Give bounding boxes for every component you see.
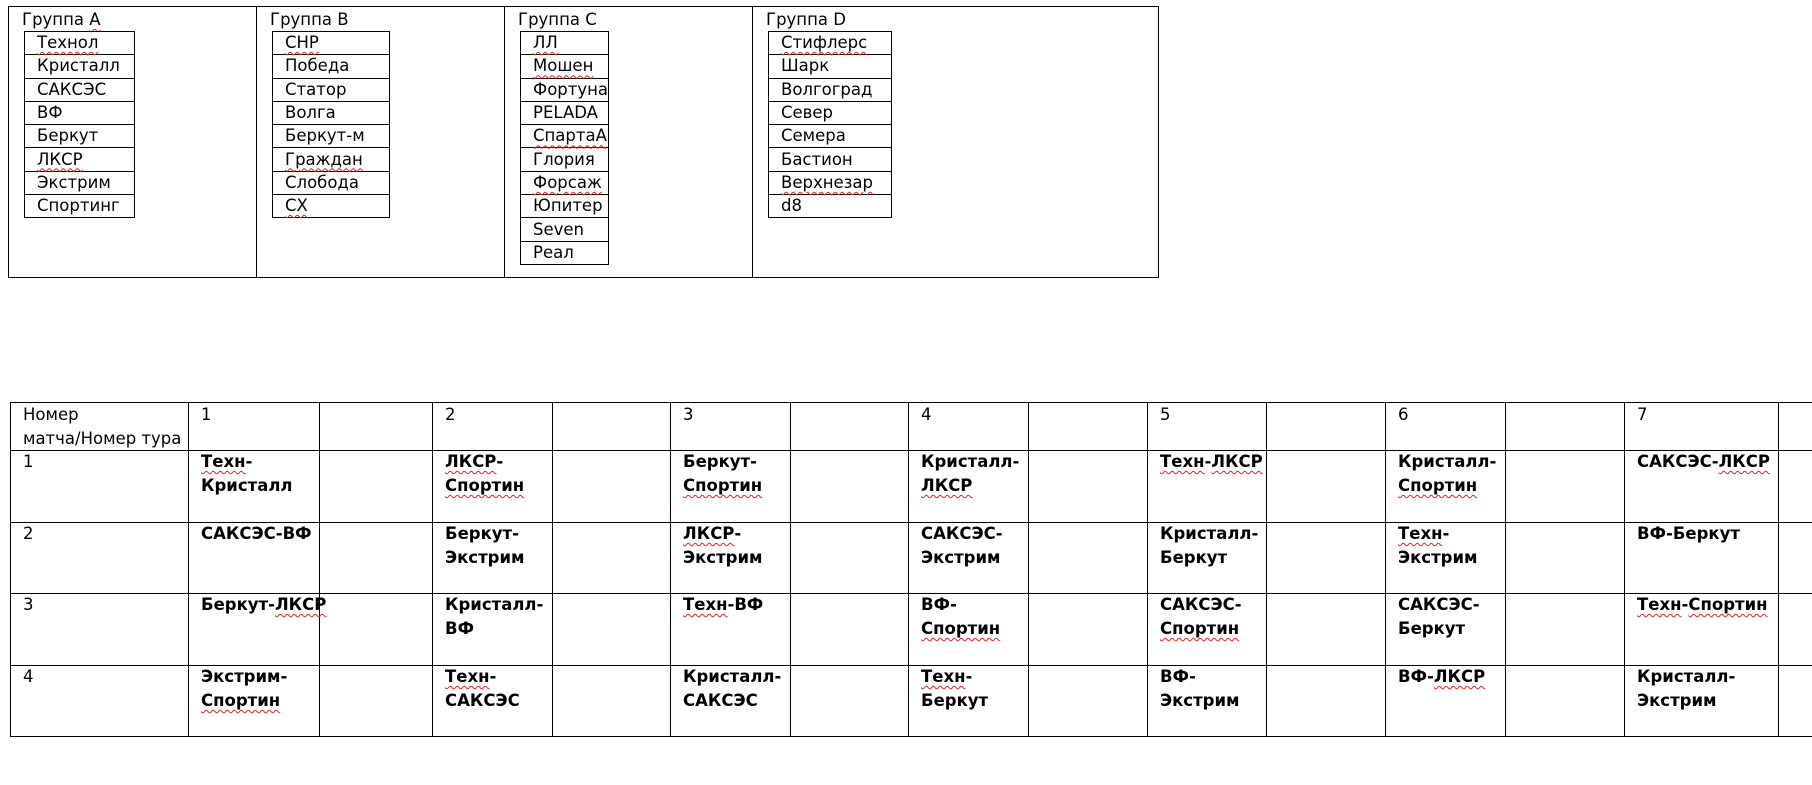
match-pairing: САКСЭС-ЛКСР <box>1637 452 1770 471</box>
match-pairing: Кристалл- ЛКСР <box>921 452 1020 495</box>
team-cell: ЛКСР <box>25 148 135 171</box>
column-divider <box>670 403 671 736</box>
team-cell: Семера <box>769 125 892 148</box>
team-cell: Seven <box>521 218 609 241</box>
team-cell: Фортуна <box>521 78 609 101</box>
match-pairing: САКСЭС- Экстрим <box>921 524 1003 567</box>
match-pairing: Беркут- Спортин <box>683 452 763 495</box>
column-divider <box>1028 403 1029 736</box>
match-number: 2 <box>23 524 34 543</box>
match-pairing: Кристалл- Экстрим <box>1637 667 1736 710</box>
team-cell: d8 <box>769 195 892 218</box>
team-cell: Экстрим <box>25 171 135 194</box>
round-number: 7 <box>1637 405 1648 424</box>
team-cell: Статор <box>273 78 390 101</box>
team-cell: СпартаА <box>521 125 609 148</box>
column-divider <box>1505 403 1506 736</box>
group-team-list <box>272 31 390 218</box>
column-divider <box>319 403 320 736</box>
team-cell: Стифлерс <box>769 32 892 55</box>
column-divider <box>552 403 553 736</box>
match-pairing: Техн- Экстрим <box>1398 524 1478 567</box>
match-pairing: Кристалл- Спортин <box>1398 452 1497 495</box>
match-pairing: ВФ- Экстрим <box>1160 667 1240 710</box>
match-pairing: Кристалл- САКСЭС <box>683 667 782 710</box>
group-column <box>257 7 505 277</box>
match-pairing: Кристалл- ВФ <box>445 595 544 638</box>
match-pairing: ВФ-Беркут <box>1637 524 1740 543</box>
group-column <box>753 7 1158 277</box>
team-cell: Мошен <box>521 55 609 78</box>
team-cell: САКСЭС <box>25 78 135 101</box>
group-title: Группа А <box>22 10 101 29</box>
group-team-list <box>24 31 135 218</box>
column-divider <box>1385 403 1386 736</box>
match-pairing: ЛКСР- Экстрим <box>683 524 763 567</box>
team-cell: Беркут <box>25 125 135 148</box>
team-cell: Юпитер <box>521 195 609 218</box>
match-pairing: ВФ-ЛКСР <box>1398 667 1486 686</box>
round-number: 2 <box>445 405 456 424</box>
match-number: 4 <box>23 667 34 686</box>
match-pairing: ЛКСР- Спортин <box>445 452 525 495</box>
team-cell: ЛЛ <box>521 32 609 55</box>
match-pairing: САКСЭС-ВФ <box>201 524 312 543</box>
group-team-list <box>520 31 609 265</box>
match-pairing: САКСЭС- Беркут <box>1398 595 1480 638</box>
round-number: 5 <box>1160 405 1171 424</box>
team-cell: ВФ <box>25 101 135 124</box>
match-pairing: Кристалл- Беркут <box>1160 524 1259 567</box>
team-cell: Глория <box>521 148 609 171</box>
column-divider <box>1778 403 1779 736</box>
team-cell: Волгоград <box>769 78 892 101</box>
group-column <box>9 7 257 277</box>
match-pairing: Беркут- Экстрим <box>445 524 525 567</box>
team-cell: Волга <box>273 101 390 124</box>
match-pairing: Техн-ЛКСР <box>1160 452 1263 471</box>
group-title: Группа D <box>766 10 846 29</box>
match-number: 3 <box>23 595 34 614</box>
column-divider <box>1147 403 1148 736</box>
team-cell: СХ <box>273 195 390 218</box>
team-cell: Граждан <box>273 148 390 171</box>
team-cell: Верхнезар <box>769 171 892 194</box>
team-cell: Технол <box>25 32 135 55</box>
match-pairing: Техн-ВФ <box>683 595 764 614</box>
team-cell: Беркут-м <box>273 125 390 148</box>
match-pairing: Беркут-ЛКСР <box>201 595 327 614</box>
team-cell: PELADA <box>521 101 609 124</box>
team-cell: Реал <box>521 241 609 264</box>
column-divider <box>432 403 433 736</box>
team-cell: Форсаж <box>521 171 609 194</box>
round-number: 4 <box>921 405 932 424</box>
column-divider <box>1266 403 1267 736</box>
column-divider <box>188 403 189 736</box>
groups-table <box>8 6 1159 278</box>
group-column <box>505 7 753 277</box>
column-divider <box>1624 403 1625 736</box>
match-pairing: САКСЭС- Спортин <box>1160 595 1242 638</box>
round-number: 6 <box>1398 405 1409 424</box>
team-cell: Шарк <box>769 55 892 78</box>
round-number: 1 <box>201 405 212 424</box>
match-pairing: Экстрим- Спортин <box>201 667 288 710</box>
team-cell: Слобода <box>273 171 390 194</box>
column-divider <box>790 403 791 736</box>
match-pairing: Техн-Спортин <box>1637 595 1768 614</box>
match-pairing: Техн- Кристалл <box>201 452 293 495</box>
header-label: Номер матча/Номер тура <box>23 405 182 448</box>
team-cell: Победа <box>273 55 390 78</box>
team-cell: Спортинг <box>25 195 135 218</box>
group-title: Группа В <box>270 10 349 29</box>
team-cell: СНР <box>273 32 390 55</box>
match-pairing: Техн- САКСЭС <box>445 667 520 710</box>
round-number: 3 <box>683 405 694 424</box>
match-pairing: ВФ- Спортин <box>921 595 1001 638</box>
team-cell: Север <box>769 101 892 124</box>
team-cell: Кристалл <box>25 55 135 78</box>
match-number: 1 <box>23 452 34 471</box>
column-divider <box>908 403 909 736</box>
schedule-table <box>10 402 1812 737</box>
group-title: Группа С <box>518 10 597 29</box>
group-team-list <box>768 31 892 218</box>
match-pairing: Техн- Беркут <box>921 667 989 710</box>
team-cell: Бастион <box>769 148 892 171</box>
